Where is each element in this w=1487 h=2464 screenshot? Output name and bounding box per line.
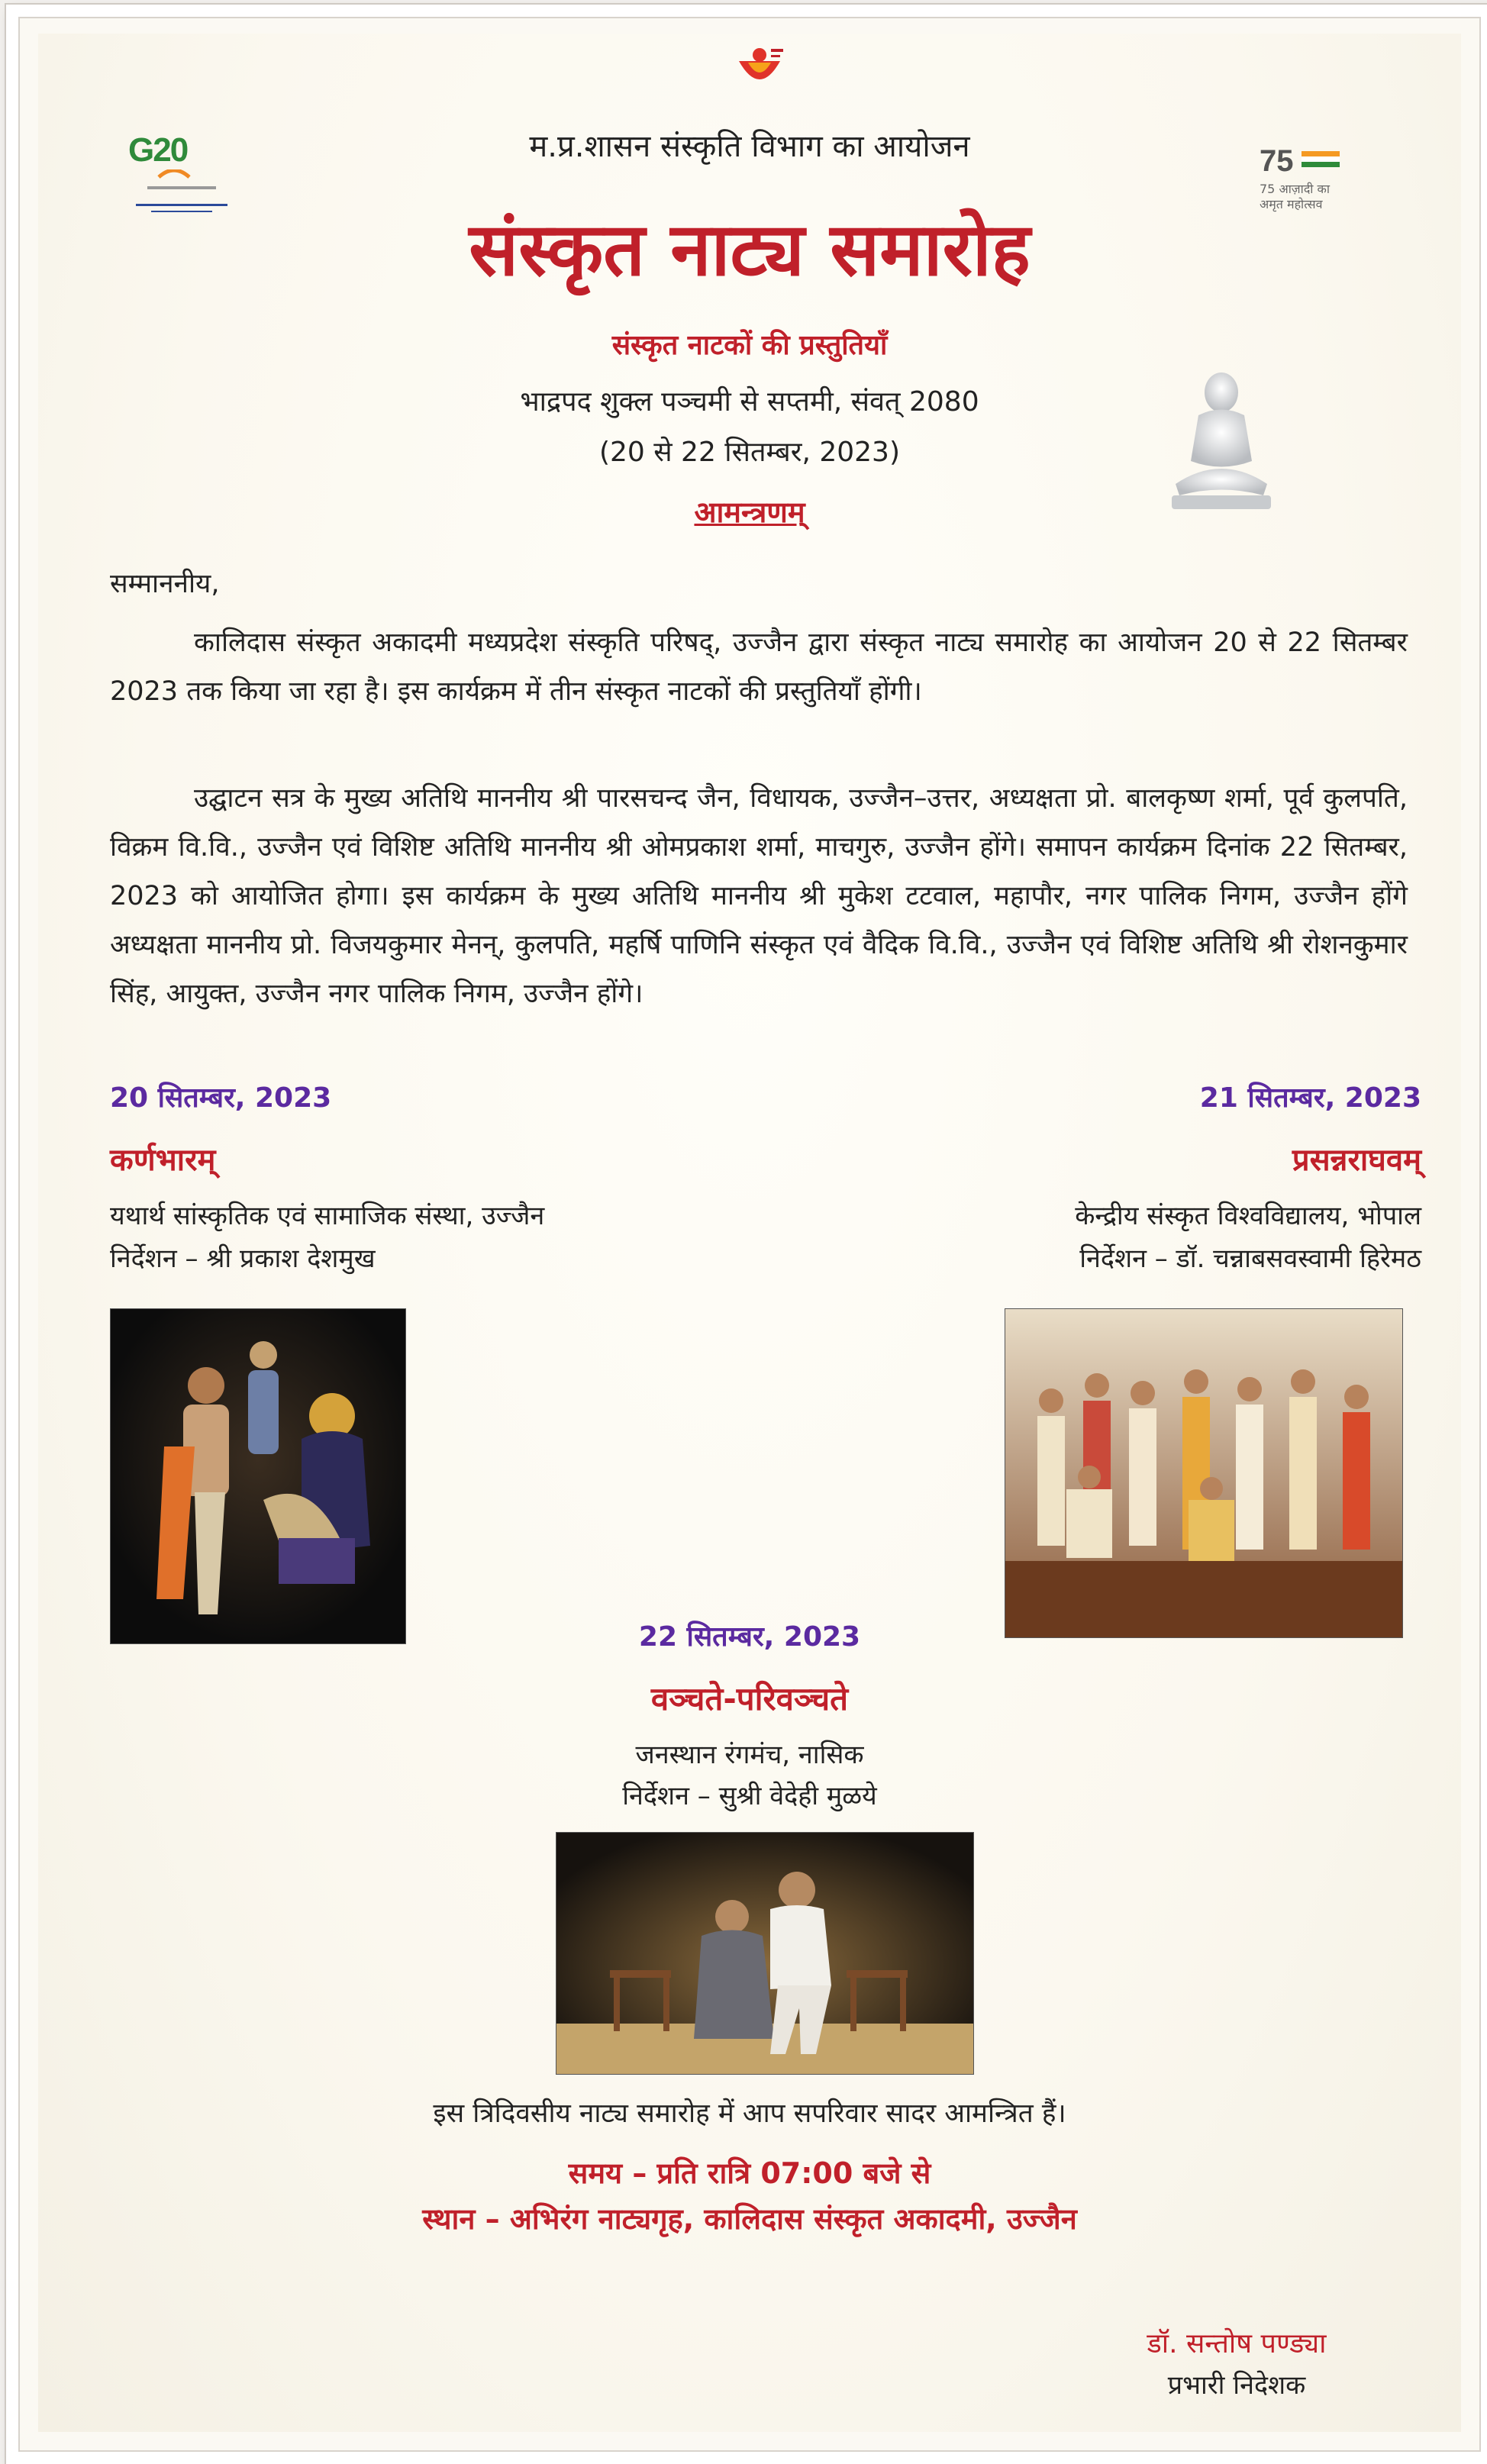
play1-date: 20 सितम्बर, 2023 [110,1082,332,1114]
invitation-card [38,34,1461,2432]
kalidasa-statue-image [1160,369,1282,514]
play1-photo-scene-icon [111,1309,405,1643]
play1-name: कर्णभारम् [110,1143,216,1178]
signatory-title: प्रभारी निदेशक [1167,2370,1306,2401]
play2-photo [1005,1308,1403,1638]
play2-group: केन्द्रीय संस्कृत विश्वविद्यालय, भोपाल [1075,1201,1421,1231]
play3-photo-scene-icon [556,1833,973,2074]
paragraph-guests [110,774,1408,1018]
event-date-range: (20 से 22 सितम्बर, 2023) [598,437,901,468]
play1-director: निर्देशन – श्री प्रकाश देशमुख [110,1243,376,1274]
svg-text:75: 75 [1260,144,1294,178]
play3-date: 22 सितम्बर, 2023 [638,1621,861,1653]
hindu-calendar-date: भाद्रपद शुक्ल पञ्चमी से सप्तमी, संवत् 2080 [520,386,979,418]
play3-director: निर्देशन – सुश्री वेदेही मुळये [622,1781,877,1811]
paragraph-intro [110,618,1408,716]
invitation-heading: आमन्त्रणम् [694,495,805,529]
culture-dept-emblem-icon [733,44,786,95]
signatory-name: डॉ. सन्तोष पण्ड्या [1147,2328,1327,2359]
play2-date: 21 सितम्बर, 2023 [1199,1082,1421,1114]
event-time: समय – प्रति रात्रि 07:00 बजे से [568,2156,931,2190]
page-title: संस्कृत नाट्य समारोह [469,206,1031,292]
play3-group: जनस्थान रंगमंच, नासिक [635,1740,864,1770]
play2-name: प्रसन्नराघवम् [1292,1143,1421,1178]
g20-logo-text: G20 [128,131,188,169]
subtitle: संस्कृत नाटकों की प्रस्तुतियाँ [611,330,888,361]
organizer-line: म.प्र.शासन संस्कृति विभाग का आयोजन [529,129,970,164]
play1-group: यथार्थ सांस्कृतिक एवं सामाजिक संस्था, उज्जैन [110,1201,545,1231]
play2-director: निर्देशन – डॉ. चन्नाबसवस्वामी हिरेमठ [1079,1243,1421,1274]
invitation-line: इस त्रिदिवसीय नाट्य समारोह में आप सपरिवार सादर आमन्त्रित हैं। [433,2098,1066,2129]
event-venue: स्थान – अभिरंग नाट्यगृह, कालिदास संस्कृत अकादमी, उज्जैन [422,2202,1077,2236]
invitation-frame [6,5,1487,2464]
play3-photo [556,1832,974,2075]
paragraph-intro-text: कालिदास संस्कृत अकादमी मध्यप्रदेश संस्कृति परिषद्, उज्जैन द्वारा संस्कृत नाट्य समारोह का आयोजन 20 से 22 सितम्बर 2023 तक किया जा रहा है। इस कार्यक्रम में तीन संस्कृत नाटकों की प्रस्तुतियाँ होंगी। [110,627,1408,707]
play1-photo [110,1308,406,1644]
paragraph-guests-text: उद्घाटन सत्र के मुख्य अतिथि माननीय श्री पारसचन्द जैन, विधायक, उज्जैन–उत्तर, अध्यक्षता प्रो. बालकृष्ण शर्मा, पूर्व कुलपति, विक्रम वि.वि., उज्जैन एवं विशिष्ट अतिथि माननीय श्री ओमप्रकाश शर्मा, माचगुरु, उज्जैन होंगे। समापन कार्यक्रम दिनांक 22 सितम्बर, 2023 को आयोजित होगा। इस कार्यक्रम के मुख्य अतिथि माननीय श्री मुकेश टटवाल, महापौर, नगर पालिक निगम, उज्जैन होंगे अध्यक्षता माननीय प्रो. विजयकुमार मेनन्, कुलपति, महर्षि पाणिनि संस्कृत एवं वैदिक वि.वि., उज्जैन एवं विशिष्ट अतिथि श्री रोशनकुमार सिंह, आयुक्त, उज्जैन नगर पालिक निगम, उज्जैन होंगे। [110,783,1408,1009]
play2-photo-scene-icon [1005,1309,1402,1637]
play3-name: वञ्चते-परिवञ्चते [650,1680,849,1717]
azadi-logo-text: 75 आज़ादी का अमृत महोत्सव [1260,182,1330,211]
salutation: सम्माननीय, [110,569,220,599]
